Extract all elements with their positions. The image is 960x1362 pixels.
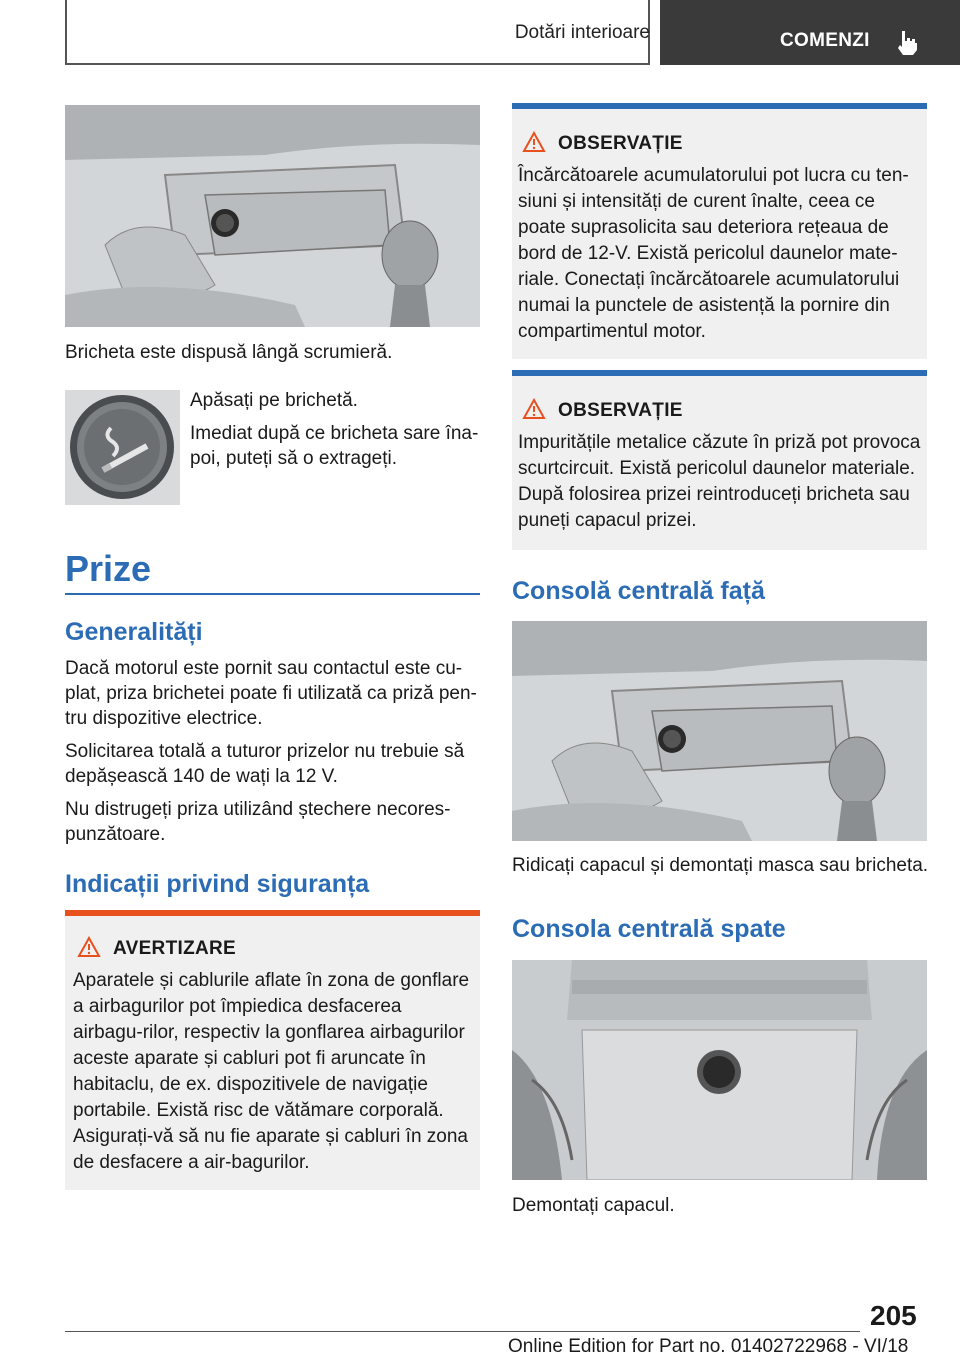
pop-instruction: Imediat după ce bricheta sare îna-poi, puteți să o extrageți. [190,423,479,469]
edition-label: Online Edition for Part no. 01402722968 - VI/18 [508,1336,909,1357]
note-bar-2 [512,370,927,376]
lighter-instructions [190,388,482,479]
general-paragraph-3: Nu distrugeți priza utilizând ștechere necores-punzătoare. [65,799,451,845]
general-text [65,656,480,855]
general-paragraph-1: Dacă motorul este pornit sau contactul este cu-plat, priza brichetei poate fi utilizată ca priză pen-tru dispozitive electrice. [65,658,477,729]
front-console-photo [512,621,927,841]
general-paragraph-2: Solicitarea totală a tuturor prizelor nu trebuie să depășească 140 de wați la 12 V. [65,741,465,787]
lighter-button-photo [65,390,180,505]
warning-text: Aparatele și cablurile aflate în zona de gonflare a airbagurilor pot împiedica desfacerea airbagu-rilor, respectiv la gonflarea airbagurilor aceste aparate și cabluri pot fi aruncate în habitaclu, de ex. dispozitivele de navigație portabile. Există risc de vătămare corporală. Asigurați-vă să nu fie aparate și cabluri în zona de desfacere a air-bagurilor. [73,970,470,1173]
warning-box [65,910,480,1190]
footer-rule [65,1331,860,1332]
warning-triangle-icon [77,936,101,963]
front-console-caption: Ridicați capacul și demontați masca sau bricheta. [512,855,929,876]
section-tab[interactable]: Dotări interioare [514,22,650,43]
caution-triangle-icon [522,398,546,425]
section-rule [65,593,480,595]
note-text-1: Încărcătoarele acumulatorului pot lucra cu ten-siuni și intensități de curent înalte, ceea ce poate suprasolicita sau deteriora rețeaua de bord de 12-V. Există pericolul daunelor mate-riale. Conectați încărcătoarele acumulatorului numai la punctele de asistență la pornire din compartimentul motor. [518,165,909,342]
caution-triangle-icon [522,131,546,158]
note-bar-1 [512,103,927,109]
rear-console-photo [512,960,927,1180]
console-lighter-photo [65,105,480,327]
press-instruction: Apăsați pe brichetă. [190,390,358,411]
chapter-label: COMENZI [780,30,870,51]
note-box-2 [512,370,927,550]
rear-console-caption: Demontați capacul. [512,1195,675,1216]
page-number: 205 [870,1300,917,1331]
safety-heading: Indicații privind siguranța [65,870,370,898]
note-label-1: OBSERVAȚIE [558,133,683,154]
note-text-2: Impuritățile metalice căzute în priză pot provoca scurtcircuit. Există pericolul daunelor materiale. După folosirea prizei reintroduceți bricheta sau puneți capacul prizei. [518,432,921,531]
rear-console-heading: Consola centrală spate [512,915,786,943]
note-label-2: OBSERVAȚIE [558,400,683,421]
warning-label: AVERTIZARE [113,938,236,959]
section-title: Prize [65,548,152,589]
warning-bar [65,910,480,916]
header-rule [65,63,650,65]
header-divider-left [65,0,67,65]
pointing-hand-icon [893,28,921,61]
lighter-location-caption: Bricheta este dispusă lângă scrumieră. [65,342,393,363]
front-console-heading: Consolă centrală față [512,577,765,605]
note-box-1 [512,103,927,359]
general-heading: Generalități [65,618,203,646]
